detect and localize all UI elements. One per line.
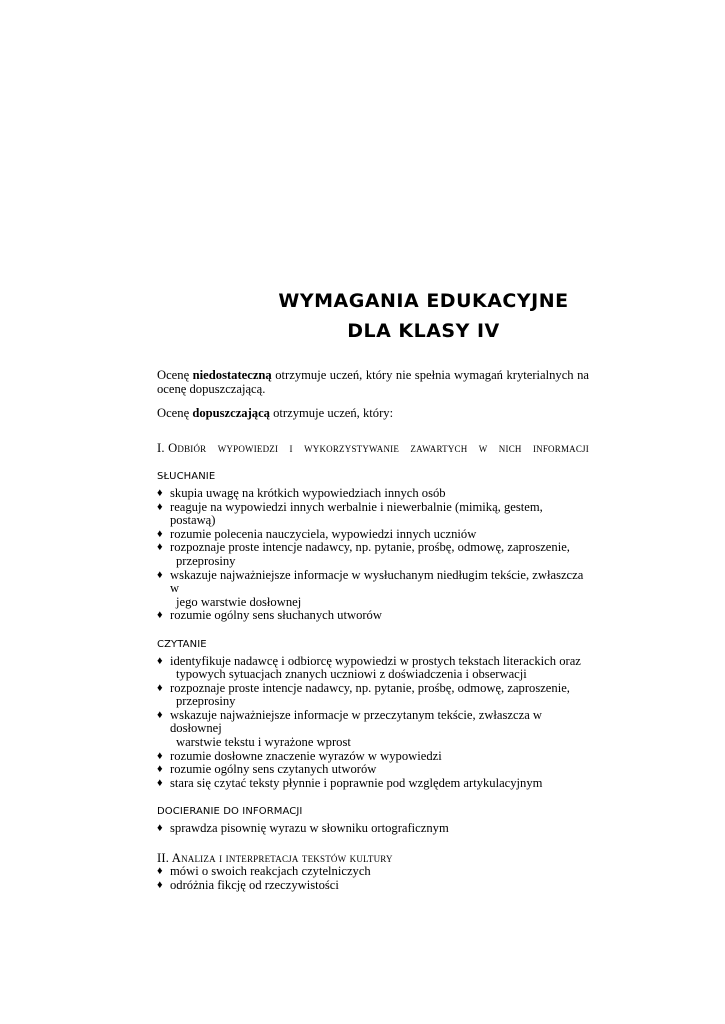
list-item-text: wskazuje najważniejsze informacje w wysłuchanym niedługim tekście, zwłaszcza w: [170, 567, 584, 596]
text-span: Ocenę: [157, 368, 193, 382]
title-line-1: WYMAGANIA EDUKACYJNE: [278, 290, 569, 312]
list-czytanie: [157, 655, 589, 791]
heading-word: nich: [498, 440, 522, 455]
text-span: otrzymuje uczeń, który:: [269, 406, 394, 421]
list-item-text: rozumie polecenia nauczyciela, wypowiedzi innych uczniów: [170, 526, 477, 541]
document-title: [246, 286, 601, 346]
diamond-bullet-icon: ♦: [157, 541, 163, 554]
list-item: [157, 487, 589, 501]
list-item-text: sprawdza pisownię wyrazu w słowniku ortograficznym: [170, 821, 449, 836]
subheading-czytanie: CZYTANIE: [157, 638, 207, 650]
heading-word: zawartych: [410, 440, 468, 455]
list-item: [157, 879, 589, 893]
diamond-bullet-icon: ♦: [157, 654, 163, 667]
diamond-bullet-icon: ♦: [157, 527, 163, 540]
list-item-continuation: przeprosiny: [176, 694, 236, 709]
section-heading-1: [157, 442, 589, 456]
diamond-bullet-icon: ♦: [157, 865, 163, 878]
title-line-2: DLA KLASY IV: [347, 320, 500, 342]
list-item-text: rozumie ogólny sens czytanych utworów: [170, 762, 377, 777]
diamond-bullet-icon: ♦: [157, 609, 163, 622]
list-item: [157, 750, 589, 764]
diamond-bullet-icon: ♦: [157, 500, 163, 513]
heading-word: i: [289, 440, 293, 455]
list-analiza: [157, 865, 589, 892]
list-item-continuation: jego warstwie dosłownej: [176, 594, 302, 609]
list-item-text: rozpoznaje proste intencje nadawcy, np. pytanie, prośbę, odmowę, zaproszenie,: [170, 680, 570, 695]
diamond-bullet-icon: ♦: [157, 681, 163, 694]
heading-word: informacji: [532, 440, 589, 455]
list-item-text: reaguje na wypowiedzi innych werbalnie i niewerbalnie (mimiką, gestem, postawą): [170, 499, 543, 528]
list-item: [157, 763, 589, 777]
grade-label-dopuszczajaca: dopuszczającą: [192, 406, 270, 421]
paragraph-dopuszczajaca: [157, 407, 589, 421]
list-sluchanie: [157, 487, 589, 623]
paragraph-niedostateczna: [157, 369, 589, 396]
diamond-bullet-icon: ♦: [157, 763, 163, 776]
diamond-bullet-icon: ♦: [157, 486, 163, 499]
list-item-text: rozumie ogólny sens słuchanych utworów: [170, 608, 382, 623]
list-item: [157, 655, 589, 682]
list-item: [157, 501, 589, 528]
list-item-text: stara się czytać teksty płynnie i poprawnie pod względem artykulacyjnym: [170, 775, 543, 790]
list-item-text: identyfikuje nadawcę i odbiorcę wypowiedzi w prostych tekstach literackich oraz: [170, 653, 581, 668]
list-item-text: odróżnia fikcję od rzeczywistości: [170, 877, 339, 892]
document-body: [157, 369, 589, 892]
subheading-docieranie: DOCIERANIE DO INFORMACJI: [157, 806, 303, 818]
list-item: [157, 528, 589, 542]
diamond-bullet-icon: ♦: [157, 776, 163, 789]
diamond-bullet-icon: ♦: [157, 749, 163, 762]
text-span: otrzymuje uczeń, który nie spełnia wymagań kryterialnych na ocenę dopuszczającą.: [157, 368, 589, 396]
list-item-text: mówi o swoich reakcjach czytelniczych: [170, 864, 371, 879]
heading-word: I. Odbiór: [157, 440, 207, 455]
list-item: [157, 682, 589, 709]
diamond-bullet-icon: ♦: [157, 708, 163, 721]
list-item-continuation: warstwie tekstu i wyrażone wprost: [176, 735, 351, 750]
heading-word: wypowiedzi: [217, 440, 279, 455]
list-item: [157, 569, 589, 610]
list-item: [157, 609, 589, 623]
heading-word: wykorzystywanie: [304, 440, 400, 455]
list-item-text: rozpoznaje proste intencje nadawcy, np. pytanie, prośbę, odmowę, zaproszenie,: [170, 540, 570, 555]
grade-label-niedostateczna: niedostateczną: [192, 368, 272, 382]
list-item: [157, 709, 589, 750]
list-item-continuation: przeprosiny: [176, 553, 236, 568]
list-item: [157, 541, 589, 568]
subheading-sluchanie: SŁUCHANIE: [157, 471, 216, 483]
diamond-bullet-icon: ♦: [157, 878, 163, 891]
section-heading-2: II. Analiza i interpretacja tekstów kultury: [157, 850, 393, 865]
list-item-continuation: typowych sytuacjach znanych uczniowi z doświadczenia i obserwacji: [176, 667, 527, 682]
list-item-text: wskazuje najważniejsze informacje w przeczytanym tekście, zwłaszcza w dosłownej: [170, 707, 543, 736]
list-item: [157, 777, 589, 791]
diamond-bullet-icon: ♦: [157, 822, 163, 835]
diamond-bullet-icon: ♦: [157, 568, 163, 581]
heading-word: w: [478, 440, 488, 455]
list-docieranie: [157, 822, 589, 836]
list-item: [157, 865, 589, 879]
list-item-text: skupia uwagę na krótkich wypowiedziach innych osób: [170, 485, 446, 500]
list-item-text: rozumie dosłowne znaczenie wyrazów w wypowiedzi: [170, 748, 442, 763]
list-item: [157, 822, 589, 836]
text-span: Ocenę: [157, 406, 193, 421]
